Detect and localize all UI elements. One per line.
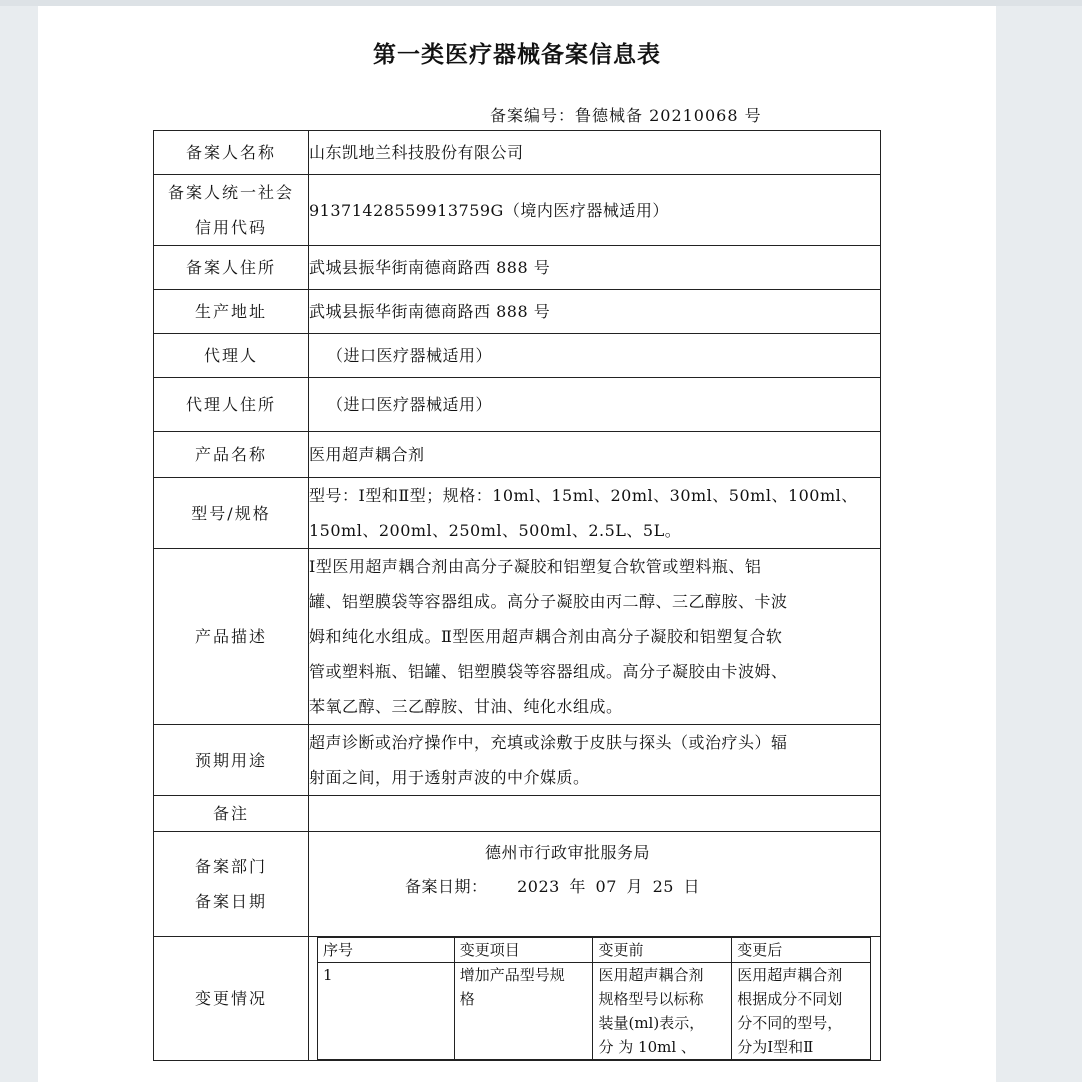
product-name-label: 产品名称 (154, 432, 309, 478)
row-agent (154, 334, 881, 378)
record-date-month: 07 (595, 877, 617, 896)
credit-code-label-line2: 信用代码 (194, 218, 267, 237)
record-date-label: 备案日期： (405, 877, 488, 896)
agent-address-value: （进口医疗器械适用） (309, 378, 881, 432)
row-production-address (154, 290, 881, 334)
intended-use-line1: 超声诊断或治疗操作中，充填或涂敷于皮肤与探头（或治疗头）辐 (309, 733, 788, 752)
changes-header-no: 序号 (318, 938, 455, 963)
record-date-year-unit: 年 (569, 877, 586, 896)
description-line: 罐、铝塑膜袋等容器组成。高分子凝胶由丙二醇、三乙醇胺、卡波 (309, 592, 788, 611)
intended-use-value (309, 725, 881, 796)
description-line: Ⅰ型医用超声耦合剂由高分子凝胶和铝塑复合软管或塑料瓶、铝 (309, 557, 762, 576)
model-spec-line2: 150ml、200ml、250ml、500ml、2.5L、5L。 (309, 521, 682, 540)
registrant-address-value: 武城县振华街南德商路西 888 号 (309, 246, 881, 290)
changes-cell-item (454, 963, 593, 1060)
production-address-label: 生产地址 (154, 290, 309, 334)
record-number: 备案编号：鲁德械备 20210068 号 (490, 106, 762, 125)
intended-use-label: 预期用途 (154, 725, 309, 796)
production-address-value: 武城县振华街南德商路西 888 号 (309, 290, 881, 334)
row-description (154, 549, 881, 725)
changes-item-line1: 增加产品型号规 (459, 966, 565, 984)
changes-after-line: 分不同的型号， (737, 1014, 843, 1032)
changes-label: 变更情况 (154, 937, 309, 1061)
credit-code-value: 91371428559913759G（境内医疗器械适用） (309, 175, 881, 246)
changes-after-line: 分为Ⅰ型和Ⅱ (737, 1038, 814, 1056)
remarks-label: 备注 (154, 796, 309, 832)
model-spec-value (309, 478, 881, 549)
description-line: 管或塑料瓶、铝罐、铝塑膜袋等容器组成。高分子凝胶由卡波姆、 (309, 662, 788, 681)
model-spec-label: 型号/规格 (154, 478, 309, 549)
description-line: 姆和纯化水组成。Ⅱ型医用超声耦合剂由高分子凝胶和铝塑复合软 (309, 627, 783, 646)
changes-table (317, 937, 871, 1060)
department-name: 德州市行政审批服务局 (485, 843, 651, 862)
department-label-line2: 备案日期 (194, 892, 267, 911)
remarks-value (309, 796, 881, 832)
changes-before-line: 规格型号以标称 (598, 990, 704, 1008)
record-date-day: 25 (652, 877, 674, 896)
row-changes (154, 937, 881, 1061)
changes-header-item: 变更项目 (454, 938, 593, 963)
record-date-month-unit: 月 (626, 877, 643, 896)
record-table (153, 130, 881, 1061)
changes-before-line: 装量(ml)表示， (598, 1014, 705, 1032)
changes-after-line: 医用超声耦合剂 (737, 966, 843, 984)
row-remarks (154, 796, 881, 832)
changes-row (318, 963, 871, 1060)
row-registrant-name (154, 131, 881, 175)
changes-cell-before (593, 963, 732, 1060)
changes-cell-no: 1 (318, 963, 455, 1060)
agent-value: （进口医疗器械适用） (309, 334, 881, 378)
changes-cell-after (732, 963, 871, 1060)
product-name-value: 医用超声耦合剂 (309, 432, 881, 478)
department-label (154, 832, 309, 937)
department-label-line1: 备案部门 (194, 857, 267, 876)
changes-value (309, 937, 881, 1061)
page-title: 第一类医疗器械备案信息表 (373, 42, 661, 68)
row-credit-code (154, 175, 881, 246)
description-label: 产品描述 (154, 549, 309, 725)
registrant-address-label: 备案人住所 (154, 246, 309, 290)
credit-code-label (154, 175, 309, 246)
document-page (38, 6, 996, 1082)
changes-before-line: 分 为 10ml 、 (598, 1038, 696, 1056)
changes-header-before: 变更前 (593, 938, 732, 963)
changes-after-line: 根据成分不同划 (737, 990, 843, 1008)
description-line: 苯氧乙醇、三乙醇胺、甘油、纯化水组成。 (309, 697, 623, 716)
department-value (309, 832, 881, 937)
changes-header-row (318, 938, 871, 963)
record-date-day-unit: 日 (683, 877, 701, 896)
row-intended-use (154, 725, 881, 796)
description-value (309, 549, 881, 725)
row-model-spec (154, 478, 881, 549)
row-product-name (154, 432, 881, 478)
registrant-name-label: 备案人名称 (154, 131, 309, 175)
changes-item-line2: 格 (459, 990, 475, 1008)
changes-header-after: 变更后 (732, 938, 871, 963)
changes-before-line: 医用超声耦合剂 (598, 966, 704, 984)
registrant-name-value: 山东凯地兰科技股份有限公司 (309, 131, 881, 175)
record-date (309, 870, 880, 904)
credit-code-label-line1: 备案人统一社会 (167, 183, 294, 202)
agent-address-label: 代理人住所 (154, 378, 309, 432)
intended-use-line2: 射面之间，用于透射声波的中介媒质。 (309, 768, 590, 787)
agent-label: 代理人 (154, 334, 309, 378)
row-agent-address (154, 378, 881, 432)
row-department (154, 832, 881, 937)
row-registrant-address (154, 246, 881, 290)
model-spec-line1: 型号：Ⅰ型和Ⅱ型；规格：10ml、15ml、20ml、30ml、50ml、100ml、 (309, 486, 858, 505)
record-date-year: 2023 (517, 877, 560, 896)
